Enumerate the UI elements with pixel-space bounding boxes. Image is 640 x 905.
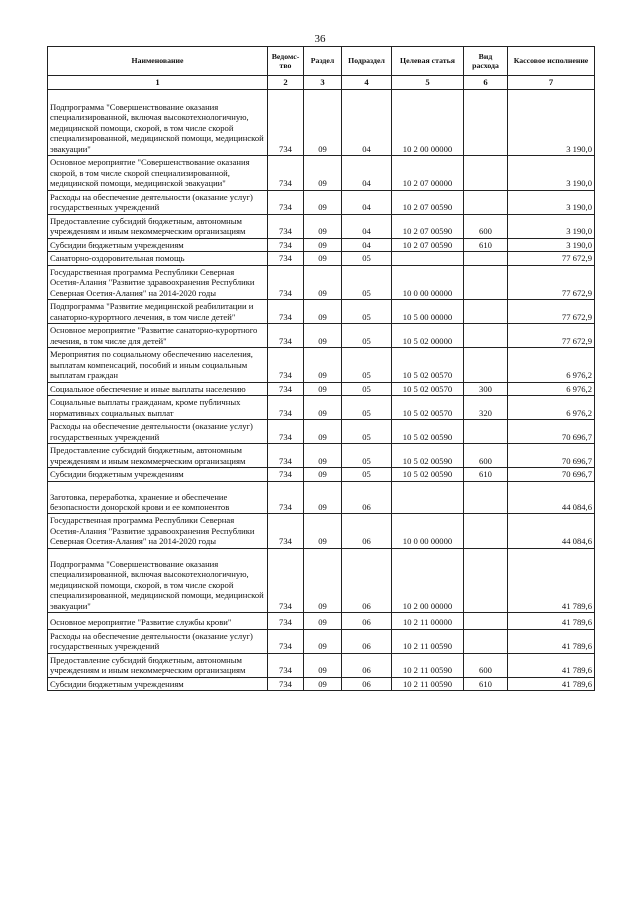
table-row <box>48 300 595 324</box>
cell-target-article: 10 5 02 00590 <box>392 468 464 481</box>
cell-expense-type: 610 <box>464 468 508 481</box>
table-row <box>48 548 595 612</box>
cell-expense-type <box>464 613 508 629</box>
cell-target-article: 10 5 02 00590 <box>392 444 464 468</box>
cell-name: Расходы на обеспечение деятельности (оказание услуг) государственных учреждений <box>48 629 268 653</box>
cell-department: 734 <box>268 348 304 382</box>
cell-expense-type <box>464 156 508 190</box>
column-number: 4 <box>342 76 392 90</box>
cell-department: 734 <box>268 677 304 690</box>
cell-amount: 41 789,6 <box>508 677 595 690</box>
cell-expense-type <box>464 324 508 348</box>
cell-amount: 6 976,2 <box>508 396 595 420</box>
cell-subsection: 05 <box>342 252 392 265</box>
cell-section: 09 <box>304 613 342 629</box>
cell-amount: 6 976,2 <box>508 382 595 395</box>
cell-target-article: 10 2 11 00590 <box>392 629 464 653</box>
cell-department: 734 <box>268 629 304 653</box>
cell-department: 734 <box>268 324 304 348</box>
cell-expense-type <box>464 252 508 265</box>
cell-department: 734 <box>268 300 304 324</box>
header-expense-type: Вид расхода <box>464 47 508 76</box>
cell-name: Государственная программа Республики Северная Осетия-Алания "Развитие здравоохранения Республики Северная Осетия-Алания" на 2014-2020 годы <box>48 265 268 299</box>
cell-amount: 44 084,6 <box>508 514 595 548</box>
cell-name: Предоставление субсидий бюджетным, автономным учреждениям и иным некоммерческим организациям <box>48 214 268 238</box>
table-row <box>48 396 595 420</box>
cell-name: Социальное обеспечение и иные выплаты населению <box>48 382 268 395</box>
cell-amount: 41 789,6 <box>508 629 595 653</box>
cell-section: 09 <box>304 252 342 265</box>
cell-target-article: 10 0 00 00000 <box>392 514 464 548</box>
cell-amount: 3 190,0 <box>508 214 595 238</box>
table-row <box>48 238 595 251</box>
cell-section: 09 <box>304 190 342 214</box>
cell-name: Предоставление субсидий бюджетным, автономным учреждениям и иным некоммерческим организациям <box>48 444 268 468</box>
cell-section: 09 <box>304 214 342 238</box>
cell-subsection: 06 <box>342 629 392 653</box>
cell-subsection: 05 <box>342 396 392 420</box>
cell-expense-type: 600 <box>464 653 508 677</box>
cell-expense-type: 600 <box>464 214 508 238</box>
column-number: 5 <box>392 76 464 90</box>
table-row <box>48 653 595 677</box>
cell-amount: 77 672,9 <box>508 252 595 265</box>
column-number: 6 <box>464 76 508 90</box>
header-cash-execution: Кассовое исполнение <box>508 47 595 76</box>
cell-section: 09 <box>304 444 342 468</box>
column-number: 7 <box>508 76 595 90</box>
cell-expense-type <box>464 629 508 653</box>
cell-amount: 70 696,7 <box>508 420 595 444</box>
cell-target-article: 10 0 00 00000 <box>392 265 464 299</box>
table-row <box>48 90 595 156</box>
cell-expense-type: 320 <box>464 396 508 420</box>
cell-section: 09 <box>304 420 342 444</box>
cell-amount: 3 190,0 <box>508 238 595 251</box>
cell-department: 734 <box>268 382 304 395</box>
cell-target-article: 10 2 07 00590 <box>392 214 464 238</box>
cell-target-article <box>392 481 464 514</box>
cell-section: 09 <box>304 677 342 690</box>
cell-target-article: 10 2 11 00590 <box>392 677 464 690</box>
cell-target-article: 10 2 07 00590 <box>392 190 464 214</box>
cell-subsection: 05 <box>342 468 392 481</box>
cell-target-article: 10 2 11 00000 <box>392 613 464 629</box>
cell-name: Социальные выплаты гражданам, кроме публичных нормативных социальных выплат <box>48 396 268 420</box>
cell-section: 09 <box>304 653 342 677</box>
header-row <box>48 47 595 76</box>
cell-name: Субсидии бюджетным учреждениям <box>48 468 268 481</box>
cell-expense-type <box>464 481 508 514</box>
cell-target-article: 10 2 07 00590 <box>392 238 464 251</box>
cell-department: 734 <box>268 420 304 444</box>
cell-name: Государственная программа Республики Северная Осетия-Алания "Развитие здравоохранения Республики Северная Осетия-Алания" на 2014-2020 годы <box>48 514 268 548</box>
cell-expense-type <box>464 265 508 299</box>
cell-subsection: 06 <box>342 677 392 690</box>
cell-subsection: 06 <box>342 613 392 629</box>
cell-section: 09 <box>304 396 342 420</box>
cell-expense-type <box>464 548 508 612</box>
table-row <box>48 348 595 382</box>
cell-department: 734 <box>268 252 304 265</box>
column-number: 3 <box>304 76 342 90</box>
table-row <box>48 629 595 653</box>
cell-department: 734 <box>268 444 304 468</box>
cell-subsection: 06 <box>342 514 392 548</box>
cell-name: Расходы на обеспечение деятельности (оказание услуг) государственных учреждений <box>48 420 268 444</box>
cell-expense-type <box>464 90 508 156</box>
cell-target-article: 10 2 00 00000 <box>392 548 464 612</box>
table-row <box>48 444 595 468</box>
cell-department: 734 <box>268 396 304 420</box>
cell-name: Заготовка, переработка, хранение и обеспечение безопасности донорской крови и ее компонентов <box>48 481 268 514</box>
cell-section: 09 <box>304 265 342 299</box>
cell-department: 734 <box>268 653 304 677</box>
cell-amount: 3 190,0 <box>508 190 595 214</box>
page-number: 36 <box>314 33 326 45</box>
cell-target-article: 10 5 02 00570 <box>392 396 464 420</box>
cell-department: 734 <box>268 156 304 190</box>
table-row <box>48 214 595 238</box>
cell-section: 09 <box>304 156 342 190</box>
cell-subsection: 06 <box>342 548 392 612</box>
header-section: Раздел <box>304 47 342 76</box>
cell-name: Подпрограмма "Развитие медицинской реабилитации и санаторно-курортного лечения, в том числе детей" <box>48 300 268 324</box>
cell-expense-type <box>464 514 508 548</box>
cell-subsection: 05 <box>342 300 392 324</box>
cell-department: 734 <box>268 468 304 481</box>
cell-target-article: 10 2 07 00000 <box>392 156 464 190</box>
cell-section: 09 <box>304 481 342 514</box>
cell-department: 734 <box>268 548 304 612</box>
cell-department: 734 <box>268 265 304 299</box>
cell-name: Субсидии бюджетным учреждениям <box>48 677 268 690</box>
cell-expense-type <box>464 190 508 214</box>
cell-amount: 70 696,7 <box>508 444 595 468</box>
cell-section: 09 <box>304 324 342 348</box>
cell-section: 09 <box>304 238 342 251</box>
table-row <box>48 382 595 395</box>
cell-amount: 41 789,6 <box>508 548 595 612</box>
cell-department: 734 <box>268 214 304 238</box>
cell-subsection: 06 <box>342 481 392 514</box>
cell-expense-type <box>464 300 508 324</box>
cell-subsection: 05 <box>342 420 392 444</box>
table-row <box>48 514 595 548</box>
cell-subsection: 05 <box>342 382 392 395</box>
table-row <box>48 613 595 629</box>
cell-name: Санаторно-оздоровительная помощь <box>48 252 268 265</box>
cell-subsection: 06 <box>342 653 392 677</box>
cell-section: 09 <box>304 629 342 653</box>
cell-department: 734 <box>268 190 304 214</box>
cell-target-article: 10 2 00 00000 <box>392 90 464 156</box>
cell-department: 734 <box>268 514 304 548</box>
column-number: 2 <box>268 76 304 90</box>
cell-target-article: 10 2 11 00590 <box>392 653 464 677</box>
cell-subsection: 05 <box>342 348 392 382</box>
cell-subsection: 04 <box>342 238 392 251</box>
cell-expense-type: 610 <box>464 238 508 251</box>
cell-target-article: 10 5 00 00000 <box>392 300 464 324</box>
table-row <box>48 324 595 348</box>
header-subsection: Подраздел <box>342 47 392 76</box>
cell-subsection: 05 <box>342 324 392 348</box>
cell-name: Основное мероприятие "Развитие службы крови" <box>48 613 268 629</box>
cell-department: 734 <box>268 481 304 514</box>
cell-amount: 77 672,9 <box>508 265 595 299</box>
cell-amount: 3 190,0 <box>508 156 595 190</box>
cell-target-article: 10 5 02 00590 <box>392 420 464 444</box>
cell-amount: 3 190,0 <box>508 90 595 156</box>
cell-name: Предоставление субсидий бюджетным, автономным учреждениям и иным некоммерческим организациям <box>48 653 268 677</box>
cell-expense-type: 300 <box>464 382 508 395</box>
cell-section: 09 <box>304 548 342 612</box>
table-row <box>48 252 595 265</box>
cell-expense-type: 610 <box>464 677 508 690</box>
cell-amount: 6 976,2 <box>508 348 595 382</box>
table-row <box>48 481 595 514</box>
cell-amount: 70 696,7 <box>508 468 595 481</box>
table-row <box>48 468 595 481</box>
cell-subsection: 04 <box>342 214 392 238</box>
cell-amount: 41 789,6 <box>508 613 595 629</box>
cell-section: 09 <box>304 514 342 548</box>
table-row <box>48 156 595 190</box>
cell-subsection: 04 <box>342 90 392 156</box>
cell-expense-type <box>464 420 508 444</box>
cell-target-article: 10 5 02 00000 <box>392 324 464 348</box>
header-name: Наименование <box>48 47 268 76</box>
cell-section: 09 <box>304 468 342 481</box>
cell-section: 09 <box>304 300 342 324</box>
cell-name: Субсидии бюджетным учреждениям <box>48 238 268 251</box>
cell-department: 734 <box>268 238 304 251</box>
cell-name: Основное мероприятие "Совершенствование оказания скорой, в том числе скорой специализированной, медицинской помощи, медицинской эвакуации" <box>48 156 268 190</box>
cell-department: 734 <box>268 90 304 156</box>
cell-amount: 77 672,9 <box>508 300 595 324</box>
cell-target-article: 10 5 02 00570 <box>392 382 464 395</box>
cell-amount: 77 672,9 <box>508 324 595 348</box>
table-body <box>48 90 595 691</box>
column-number-row <box>48 76 595 90</box>
cell-name: Мероприятия по социальному обеспечению населения, выплатам компенсаций, пособий и иным социальным выплатам граждан <box>48 348 268 382</box>
cell-subsection: 05 <box>342 444 392 468</box>
cell-subsection: 05 <box>342 265 392 299</box>
cell-expense-type: 600 <box>464 444 508 468</box>
table-row <box>48 190 595 214</box>
cell-name: Основное мероприятие "Развитие санаторно-курортного лечения, в том числе для детей" <box>48 324 268 348</box>
table-row <box>48 420 595 444</box>
cell-section: 09 <box>304 90 342 156</box>
cell-target-article: 10 5 02 00570 <box>392 348 464 382</box>
cell-name: Расходы на обеспечение деятельности (оказание услуг) государственных учреждений <box>48 190 268 214</box>
column-number: 1 <box>48 76 268 90</box>
cell-section: 09 <box>304 348 342 382</box>
cell-amount: 41 789,6 <box>508 653 595 677</box>
cell-name: Подпрограмма "Совершенствование оказания специализированной, включая высокотехнологичную, медицинской помощи, скорой, в том числе скорой специализированной, медицинской помощи, медицинской эвакуации" <box>48 90 268 156</box>
cell-amount: 44 084,6 <box>508 481 595 514</box>
cell-subsection: 04 <box>342 190 392 214</box>
cell-name: Подпрограмма "Совершенствование оказания специализированной, включая высокотехнологичную, медицинской помощи, скорой, в том числе скорой специализированной, медицинской помощи, медицинской эвакуации" <box>48 548 268 612</box>
cell-expense-type <box>464 348 508 382</box>
header-target-article: Целевая статья <box>392 47 464 76</box>
cell-department: 734 <box>268 613 304 629</box>
cell-target-article <box>392 252 464 265</box>
table-row <box>48 265 595 299</box>
budget-execution-table <box>47 46 595 691</box>
cell-section: 09 <box>304 382 342 395</box>
cell-subsection: 04 <box>342 156 392 190</box>
table-row <box>48 677 595 690</box>
header-department: Ведомс-тво <box>268 47 304 76</box>
